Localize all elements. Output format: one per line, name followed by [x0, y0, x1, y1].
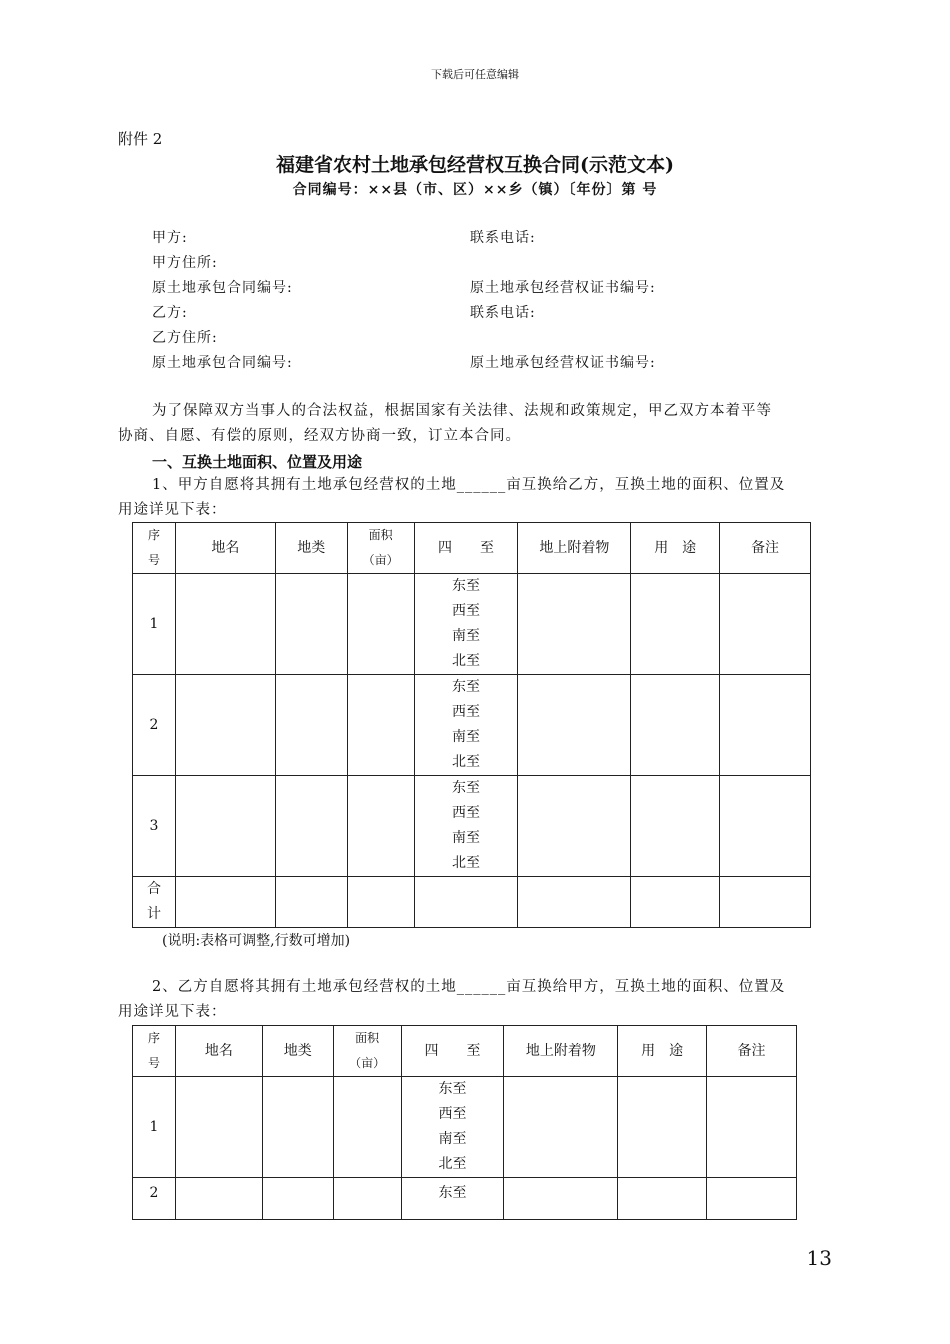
document-title: 福建省农村土地承包经营权互换合同(示范文本) — [276, 154, 674, 176]
header-seq: 序 号 — [133, 1026, 176, 1077]
total-row — [133, 877, 811, 928]
total-label: 合 计 — [133, 877, 176, 928]
exchange-table-b — [132, 1025, 797, 1220]
table-row — [133, 574, 811, 675]
table-row — [133, 1077, 797, 1178]
row-number: 1 — [133, 1077, 176, 1178]
clause-2-line-1: 2、乙方自愿将其拥有土地承包经营权的土地______亩互换给甲方，互换土地的面积、位置及 — [152, 979, 786, 995]
exchange-table-a — [132, 522, 811, 928]
page-number: 13 — [806, 1246, 832, 1270]
clause-1-line-2: 用途详见下表： — [118, 502, 227, 518]
header-use: 用 途 — [631, 523, 720, 574]
boundary-cell: 东至 — [401, 1178, 504, 1220]
header-type: 地类 — [275, 523, 347, 574]
header-remark: 备注 — [707, 1026, 797, 1077]
watermark: 下载后可任意编辑 — [431, 68, 519, 81]
party-b-address: 乙方住所: — [152, 330, 218, 346]
boundary-cell: 东至 西至 南至 北至 — [414, 675, 518, 776]
clause-2-line-2: 用途详见下表： — [118, 1004, 227, 1020]
header-area: 面积 （亩） — [347, 523, 414, 574]
section-1-heading: 一、互换土地面积、位置及用途 — [152, 453, 363, 471]
intro-line-1: 为了保障双方当事人的合法权益，根据国家有关法律、法规和政策规定，甲乙双方本着平等 — [152, 403, 772, 419]
attachment-label: 附件 2 — [118, 130, 163, 148]
table-note: (说明:表格可调整,行数可增加) — [162, 933, 351, 949]
header-place: 地名 — [175, 523, 275, 574]
boundary-cell: 东至 西至 南至 北至 — [414, 776, 518, 877]
party-b-contract-no: 原土地承包合同编号: — [152, 355, 293, 371]
table-row — [133, 776, 811, 877]
header-use: 用 途 — [618, 1026, 707, 1077]
row-number: 1 — [133, 574, 176, 675]
header-remark: 备注 — [720, 523, 811, 574]
boundary-cell: 东至 西至 南至 北至 — [414, 574, 518, 675]
party-a-address: 甲方住所: — [152, 255, 218, 271]
header-attachment: 地上附着物 — [518, 523, 631, 574]
header-area: 面积 （亩） — [333, 1026, 401, 1077]
party-a-name: 甲方: — [152, 230, 188, 246]
row-number: 2 — [133, 675, 176, 776]
header-place: 地名 — [175, 1026, 262, 1077]
header-type: 地类 — [262, 1026, 333, 1077]
table-row — [133, 675, 811, 776]
party-a-cert-no: 原土地承包经营权证书编号: — [470, 280, 656, 296]
party-b-phone: 联系电话: — [470, 305, 536, 321]
party-a-phone: 联系电话: — [470, 230, 536, 246]
boundary-cell: 东至 西至 南至 北至 — [401, 1077, 504, 1178]
table-row — [133, 1178, 797, 1220]
contract-number: 合同编号：××县（市、区）××乡（镇）〔年份〕第 号 — [292, 182, 658, 198]
intro-line-2: 协商、自愿、有偿的原则，经双方协商一致，订立本合同。 — [118, 428, 521, 444]
party-a-contract-no: 原土地承包合同编号: — [152, 280, 293, 296]
table-header-row — [133, 523, 811, 574]
row-number: 3 — [133, 776, 176, 877]
table-header-row — [133, 1026, 797, 1077]
row-number: 2 — [133, 1178, 176, 1220]
header-seq: 序 号 — [133, 523, 176, 574]
party-b-cert-no: 原土地承包经营权证书编号: — [470, 355, 656, 371]
party-b-name: 乙方: — [152, 305, 188, 321]
header-boundary: 四 至 — [401, 1026, 504, 1077]
header-boundary: 四 至 — [414, 523, 518, 574]
clause-1-line-1: 1、甲方自愿将其拥有土地承包经营权的土地______亩互换给乙方，互换土地的面积、位置及 — [152, 477, 786, 493]
header-attachment: 地上附着物 — [504, 1026, 618, 1077]
